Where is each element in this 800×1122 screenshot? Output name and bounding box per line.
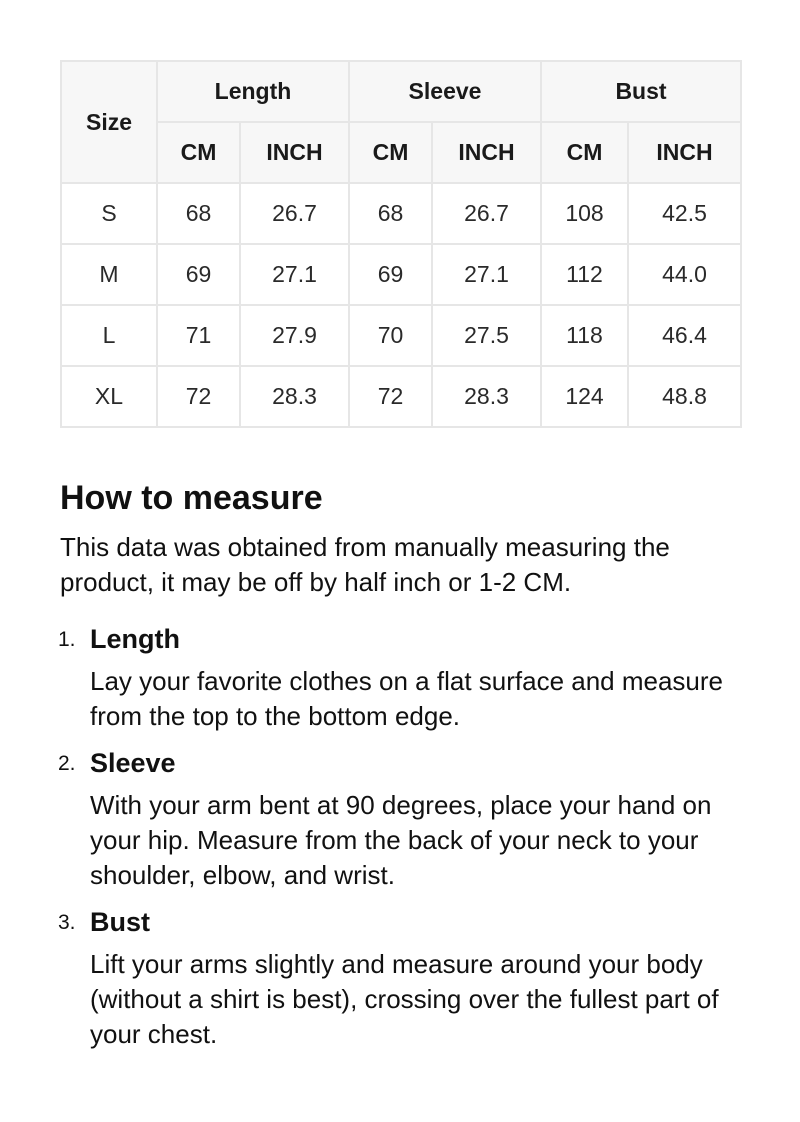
unit-header: CM (157, 122, 240, 183)
table-cell: 27.9 (240, 305, 349, 366)
table-cell: 72 (157, 366, 240, 427)
table-cell: 118 (541, 305, 628, 366)
step-sleeve (60, 746, 760, 893)
size-cell: S (61, 183, 157, 244)
table-cell: 44.0 (628, 244, 741, 305)
size-header: Size (61, 61, 157, 183)
table-cell: 108 (541, 183, 628, 244)
table-cell: 112 (541, 244, 628, 305)
step-description: Lift your arms slightly and measure around your body (without a shirt is best), crossing over the fullest part of your chest. (90, 949, 719, 1049)
size-cell: M (61, 244, 157, 305)
group-header-sleeve: Sleeve (349, 61, 541, 122)
unit-header: INCH (628, 122, 741, 183)
unit-header: INCH (432, 122, 541, 183)
table-cell: 68 (157, 183, 240, 244)
step-title: Length (90, 624, 180, 654)
size-chart-table (60, 60, 742, 428)
table-cell: 71 (157, 305, 240, 366)
step-description: With your arm bent at 90 degrees, place your hand on your hip. Measure from the back of your neck to your shoulder, elbow, and wrist. (90, 790, 712, 890)
table-cell: 27.1 (432, 244, 541, 305)
header-row-groups (61, 61, 741, 122)
unit-header: CM (349, 122, 432, 183)
table-cell: 26.7 (240, 183, 349, 244)
table-row (61, 305, 741, 366)
steps-list (60, 622, 760, 1052)
step-bust (60, 905, 760, 1052)
table-row (61, 366, 741, 427)
table-cell: 27.5 (432, 305, 541, 366)
step-number: 2. (58, 752, 76, 775)
step-description: Lay your favorite clothes on a flat surface and measure from the top to the bottom edge. (90, 666, 724, 731)
table-row (61, 244, 741, 305)
unit-header: INCH (240, 122, 349, 183)
table-cell: 28.3 (432, 366, 541, 427)
table-row (61, 183, 741, 244)
table-cell: 46.4 (628, 305, 741, 366)
table-cell: 124 (541, 366, 628, 427)
unit-header: CM (541, 122, 628, 183)
step-number: 3. (58, 911, 76, 934)
table-cell: 72 (349, 366, 432, 427)
table-cell: 69 (157, 244, 240, 305)
header-row-units (61, 122, 741, 183)
group-header-bust: Bust (541, 61, 741, 122)
size-cell: L (61, 305, 157, 366)
size-cell: XL (61, 366, 157, 427)
step-number: 1. (58, 628, 76, 651)
table-cell: 70 (349, 305, 432, 366)
table-cell: 48.8 (628, 366, 741, 427)
table-cell: 69 (349, 244, 432, 305)
table-cell: 26.7 (432, 183, 541, 244)
step-title: Bust (90, 907, 150, 937)
group-header-length: Length (157, 61, 349, 122)
step-title: Sleeve (90, 748, 176, 778)
table-cell: 42.5 (628, 183, 741, 244)
table-cell: 68 (349, 183, 432, 244)
step-length (60, 622, 760, 734)
guide-title: How to measure (60, 479, 323, 517)
table-cell: 28.3 (240, 366, 349, 427)
guide-intro: This data was obtained from manually measuring the product, it may be off by half inch or 1-2 CM. (60, 532, 670, 597)
measure-guide (60, 476, 760, 1064)
table-cell: 27.1 (240, 244, 349, 305)
